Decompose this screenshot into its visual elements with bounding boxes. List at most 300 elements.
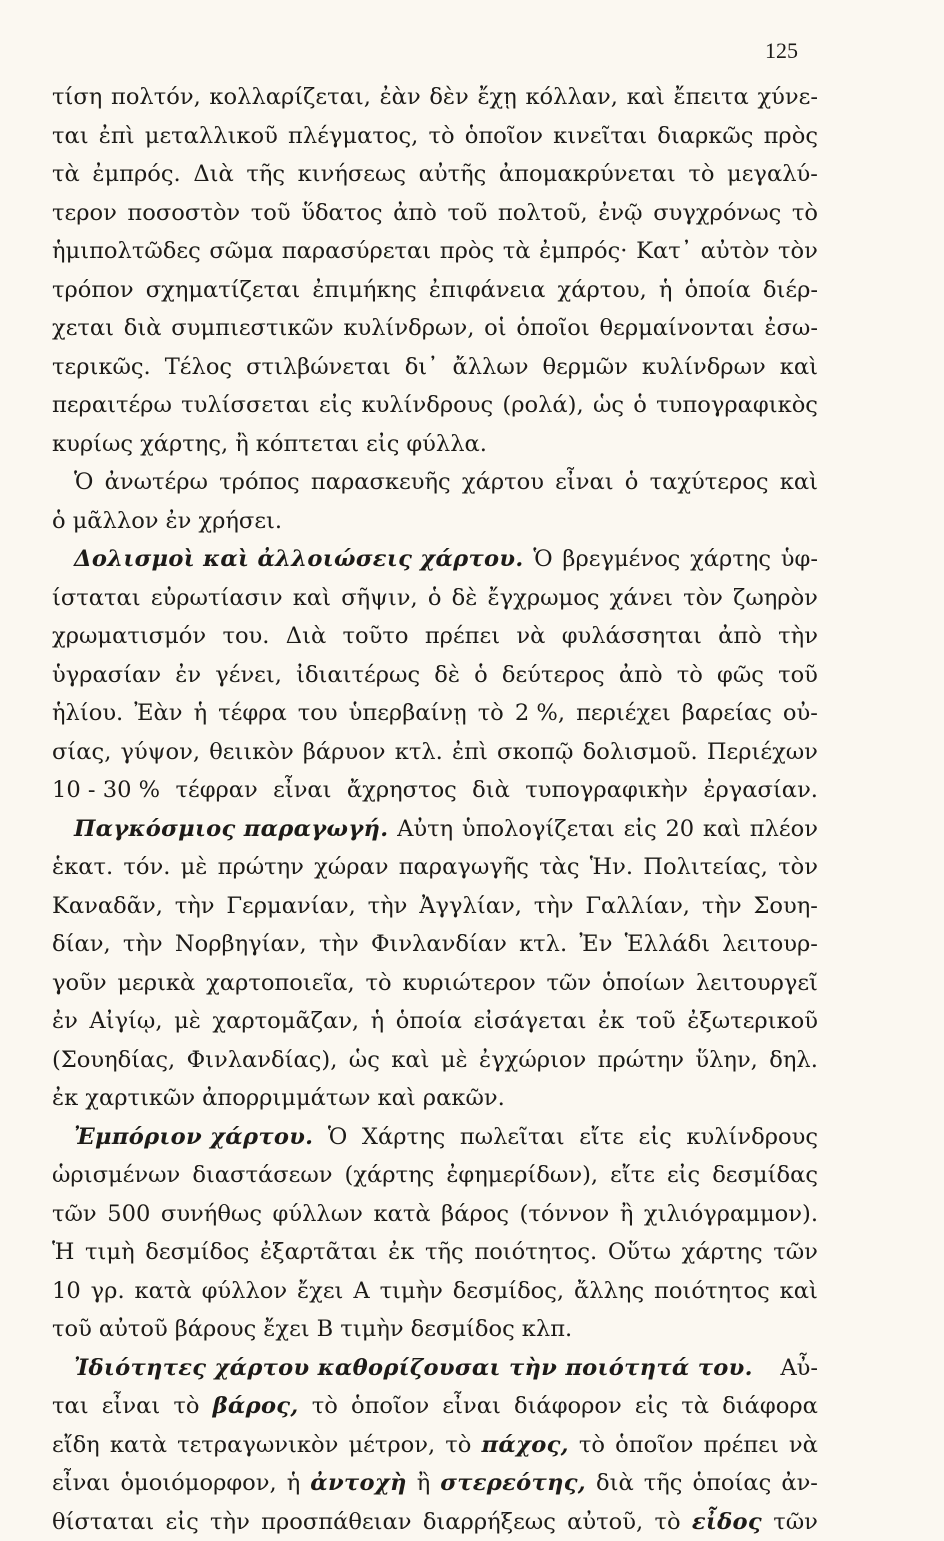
word: Δολισμοὶ καὶ ἀλλοιώσεις χάρτου.: [74, 540, 523, 579]
word: ὑφ-: [781, 540, 818, 579]
word: τὸν: [778, 232, 818, 271]
word: δεσμίδος: [145, 1233, 249, 1272]
word: κυριώτερον: [402, 964, 535, 1003]
text-line: [52, 1426, 818, 1465]
word: ἀν-: [781, 1464, 818, 1503]
word: Γερμανίαν,: [226, 887, 355, 926]
word: ρακῶν.: [423, 1079, 505, 1118]
text-line: [52, 1195, 818, 1234]
word: τὸ: [677, 656, 703, 695]
word: τῆς: [246, 155, 285, 194]
word: χώραν: [314, 848, 388, 887]
word: δεσμίδας: [712, 1156, 818, 1195]
word: πρέπει: [425, 617, 500, 656]
word: Αὐτη: [397, 810, 453, 849]
word: ἢ: [417, 1464, 431, 1503]
word: πρὸς: [764, 117, 818, 156]
text-line: [52, 771, 818, 810]
word: ἔχει: [297, 1272, 343, 1311]
word: ποσοστὸν: [127, 194, 240, 233]
body-text: [52, 78, 818, 1541]
word: Πολιτείας,: [643, 848, 768, 887]
word: κατὰ: [373, 1195, 430, 1234]
word: μὲ: [441, 1041, 468, 1080]
word: κινήσεως: [298, 155, 406, 194]
word: πάχος,: [482, 1426, 569, 1465]
word: τῆς: [425, 1233, 464, 1272]
word: τυπογραφικὸς: [656, 386, 818, 425]
word: ἡ: [659, 271, 673, 310]
word: Τέλος: [165, 348, 232, 387]
word: καὶ: [391, 1041, 429, 1080]
word: συνήθως: [161, 1195, 262, 1234]
word: του.: [222, 617, 269, 656]
text-line: [52, 1156, 818, 1195]
word: συμπιεστικῶν: [171, 309, 333, 348]
word: μᾶλλον: [73, 502, 159, 541]
word: ἐμπρός·: [539, 232, 627, 271]
word: μεγαλύ-: [727, 155, 818, 194]
word: Αὖ-: [780, 1349, 818, 1388]
word: διαρρήξεως: [423, 1503, 556, 1541]
word: ται: [52, 1387, 89, 1426]
word: ἑκατ.: [52, 848, 113, 887]
text-line: [52, 925, 818, 964]
word: τὴν: [534, 887, 574, 926]
word: δεύτερος: [502, 656, 605, 695]
word: τὴν: [123, 925, 163, 964]
text-line: [52, 579, 818, 618]
text-line: [52, 848, 818, 887]
word: γρ.: [91, 1272, 125, 1311]
word: ἡλίου.: [52, 694, 123, 733]
word: πολτοῦ,: [498, 194, 588, 233]
word: δι᾽: [405, 348, 439, 387]
word: θειικὸν: [209, 733, 293, 772]
word: Οὕτω: [608, 1233, 671, 1272]
word: λειτουρ-: [722, 925, 818, 964]
word: ἐκ: [52, 1079, 78, 1118]
word: τὸ: [445, 1426, 471, 1465]
word: τοῦ: [778, 656, 818, 695]
word: διέρ-: [763, 271, 818, 310]
text-line: [52, 1272, 818, 1311]
word: καὶ: [780, 1272, 818, 1311]
word: εἴδη: [52, 1426, 100, 1465]
word: τὴν: [368, 887, 408, 926]
word: ἐκ: [388, 1233, 414, 1272]
word: τὰς: [539, 848, 579, 887]
word: εἰς: [639, 1118, 672, 1157]
word: τὰ: [681, 1387, 709, 1426]
word: ἐσω-: [764, 309, 818, 348]
word: κατὰ: [135, 1272, 192, 1311]
word: κόπτεται: [256, 425, 359, 464]
word: λειτουργεῖ: [696, 964, 818, 1003]
word: θερμῶν: [543, 348, 628, 387]
word: παρασκευῆς: [311, 463, 451, 502]
word: εἴτε: [579, 1118, 624, 1157]
word: κυλίνδρων,: [343, 309, 474, 348]
word: κυρίως: [52, 425, 133, 464]
word: βάρος,: [213, 1387, 299, 1426]
word: ἐνῷ: [598, 194, 642, 233]
word: παραγωγῆς: [399, 848, 529, 887]
word: καὶ: [378, 1079, 416, 1118]
text-line: [52, 463, 818, 502]
word: πλέον: [750, 810, 818, 849]
word: (Σουηδίας,: [52, 1041, 175, 1080]
word: ἡμιπολτῶδες: [52, 232, 201, 271]
word: τὸ: [792, 194, 818, 233]
word: τὰ: [52, 155, 80, 194]
word: κυλίνδρους: [686, 1118, 818, 1157]
word: οὐ-: [783, 694, 818, 733]
word: εἶναι: [102, 1387, 160, 1426]
word: τὸ: [579, 1426, 605, 1465]
text-line: [52, 617, 818, 656]
word: τὴν: [175, 887, 215, 926]
word: 500: [107, 1195, 150, 1234]
word: ὁποία: [396, 1002, 462, 1041]
word: τὴν: [702, 887, 742, 926]
word: Ἑλλάδι: [625, 925, 710, 964]
word: Αἰγίῳ,: [89, 1002, 162, 1041]
word: θερμαίνονται: [600, 309, 755, 348]
word: Ἐμπόριον χάρτου.: [74, 1118, 313, 1157]
word: τυπογραφικὴν: [525, 771, 688, 810]
word: ἀπομακρύνεται: [499, 155, 676, 194]
word: ἀνωτέρω: [105, 463, 208, 502]
word: Καναδᾶν,: [52, 887, 163, 926]
word: εἶναι: [52, 1464, 110, 1503]
word: τιμὴ: [85, 1233, 135, 1272]
word: χάνει: [610, 579, 673, 618]
word: ὑγρασίαν: [52, 656, 161, 695]
text-line: [52, 1310, 818, 1349]
word: ἔχῃ: [477, 78, 516, 117]
word: δὲ: [434, 656, 460, 695]
word: εἰς: [624, 810, 657, 849]
word: κτλ.: [395, 733, 443, 772]
word: αὐτοῦ: [99, 1310, 168, 1349]
word: πρέπει: [704, 1426, 779, 1465]
text-line: [52, 733, 818, 772]
word: ἰδιαιτέρως: [296, 656, 420, 695]
word: κατὰ: [110, 1426, 167, 1465]
text-line: [52, 1002, 818, 1041]
word: χρήσει.: [198, 502, 282, 541]
word: εἰς: [366, 425, 399, 464]
word: κινεῖται: [553, 117, 647, 156]
word: ὕλην,: [695, 1041, 758, 1080]
word: πρὸς: [440, 232, 494, 271]
text-line: [52, 964, 818, 1003]
word: τρόπος: [219, 463, 300, 502]
word: γοῦν: [52, 964, 107, 1003]
word: διάφορα: [722, 1387, 818, 1426]
word: δεσμίδος,: [453, 1272, 564, 1311]
word: Ἀγγλίαν,: [419, 887, 522, 926]
text-line: [52, 540, 818, 579]
word: τὸ: [312, 1387, 338, 1426]
word: Ἰδιότητες χάρτου καθορίζουσαι τὴν ποιότητά του.: [74, 1349, 753, 1388]
word: τὴν: [210, 1503, 250, 1541]
word: Ὁ: [328, 1118, 347, 1157]
word: τοῦ: [447, 194, 487, 233]
text-line: [52, 425, 818, 464]
word: μέτρον,: [348, 1426, 435, 1465]
word: ποιότητος: [654, 1272, 770, 1311]
word: ὁ: [474, 656, 488, 695]
word: τῆς: [644, 1464, 683, 1503]
word: τοῦ: [636, 1002, 676, 1041]
word: κυλίνδρους: [361, 386, 493, 425]
text-line: [52, 348, 818, 387]
word: ἄλλης: [574, 1272, 644, 1311]
word: εἶναι: [273, 771, 331, 810]
word: βαρείας: [682, 694, 772, 733]
word: προσπάθειαν: [261, 1503, 411, 1541]
word: ὁ: [52, 502, 66, 541]
word: διάφορον: [514, 1387, 622, 1426]
word: δηλ.: [769, 1041, 818, 1080]
word: τῶν: [773, 1503, 818, 1541]
word: τὸ: [366, 964, 392, 1003]
word: τίση: [52, 78, 102, 117]
word: δὲ: [452, 579, 478, 618]
word: σίας,: [52, 733, 111, 772]
word: σκοπῷ: [497, 733, 573, 772]
word: γύψον,: [121, 733, 200, 772]
word: ται: [52, 117, 89, 156]
word: τὸ: [688, 155, 714, 194]
word: φῶς: [717, 656, 764, 695]
word: τέφραν: [175, 771, 257, 810]
text-line: [52, 1387, 818, 1426]
word: χύνε-: [757, 78, 818, 117]
word: τὸ: [478, 694, 504, 733]
text-line: [52, 271, 818, 310]
word: τὸν: [778, 848, 818, 887]
word: ὡρισμένων: [52, 1156, 180, 1195]
word: ἐκ: [598, 1002, 624, 1041]
word: τρόπον: [52, 271, 134, 310]
word: Ἐν: [579, 925, 612, 964]
word: παρασύρεται: [282, 232, 431, 271]
word: ὁ: [428, 579, 442, 618]
word: διὰ: [596, 1464, 634, 1503]
word: τέφρα: [218, 694, 287, 733]
word: ποιότητος.: [474, 1233, 597, 1272]
text-line: [52, 1464, 818, 1503]
word: βάρος: [441, 1195, 509, 1234]
word: ἐφημερίδων),: [446, 1156, 598, 1195]
word: ἄλλων: [452, 348, 528, 387]
word: μὲ: [174, 1002, 201, 1041]
word: αὐτῆς: [419, 155, 487, 194]
word: πολτόν,: [111, 78, 201, 117]
word: οἱ: [484, 309, 506, 348]
word: κολλαρίζεται,: [209, 78, 371, 117]
word: βάρους: [175, 1310, 257, 1349]
page-number: 125: [765, 38, 798, 64]
word: ἐπὶ: [452, 733, 488, 772]
text-line: [52, 155, 818, 194]
word: ὁποίας: [692, 1464, 771, 1503]
word: Φινλανδίας),: [187, 1041, 338, 1080]
text-line: [52, 1041, 818, 1080]
word: Περιέχων: [707, 733, 818, 772]
word: Β: [317, 1310, 334, 1349]
word: ἀπορριμμάτων: [202, 1079, 370, 1118]
word: χιλιόγραμμον).: [644, 1195, 818, 1234]
text-line: [52, 386, 818, 425]
word: φυλάσσηται: [562, 617, 702, 656]
word: ἐξωτερικοῦ: [687, 1002, 818, 1041]
word: τὰ: [503, 232, 531, 271]
word: ἡ: [287, 1464, 301, 1503]
word: ἀπὸ: [718, 617, 762, 656]
word: σῶμα: [209, 232, 273, 271]
word: στερεότης,: [440, 1464, 586, 1503]
word: ὑπολογίζεται: [462, 810, 615, 849]
word: φύλλον: [202, 1272, 288, 1311]
text-line: [52, 232, 818, 271]
word: δίαν,: [52, 925, 111, 964]
word: ἐμπρός.: [92, 155, 180, 194]
word: Διὰ: [193, 155, 233, 194]
word: 10 - 30 %: [52, 771, 160, 810]
word: νὰ: [789, 1426, 818, 1465]
word: ἡ: [194, 694, 208, 733]
word: σχηματίζεται: [146, 271, 301, 310]
word: ίσταται: [52, 579, 141, 618]
word: ὡς: [349, 1041, 380, 1080]
word: ἐπὶ: [99, 117, 135, 156]
word: ὑπερβαίνῃ: [349, 694, 467, 733]
word: ὁποῖοι: [516, 309, 589, 348]
word: κόλλαν,: [525, 78, 618, 117]
word: ὡς: [593, 386, 624, 425]
word: πωλεῖται: [460, 1118, 565, 1157]
word: Ὁ: [533, 540, 552, 579]
word: ἔγχρωμος: [488, 579, 600, 618]
word: ἐπιφάνεια: [429, 271, 545, 310]
word: 20: [665, 810, 694, 849]
word: αὐτοῦ,: [567, 1503, 643, 1541]
text-line: [52, 1349, 818, 1388]
word: Νορβηγίαν,: [175, 925, 307, 964]
word: εἶδος: [692, 1503, 762, 1541]
word: χαρτομᾶζαν,: [212, 1002, 359, 1041]
word: μερικὰ: [117, 964, 195, 1003]
word: πρώτην: [598, 1041, 684, 1080]
word: τυλίσσεται: [181, 386, 310, 425]
word: καὶ: [780, 463, 818, 502]
word: βρεγμένος: [562, 540, 680, 579]
word: τερον: [52, 194, 117, 233]
word: Φινλανδίαν: [371, 925, 507, 964]
word: εἰς: [319, 386, 352, 425]
word: κτλ.: [519, 925, 567, 964]
word: χάρτης,: [140, 425, 228, 464]
word: τιμὴν: [380, 1272, 443, 1311]
word: ἔπειτα: [674, 78, 749, 117]
word: εἶναι: [442, 1387, 500, 1426]
text-line: [52, 694, 818, 733]
word: διαστάσεων: [192, 1156, 332, 1195]
word: αὐτὸν: [701, 232, 770, 271]
word: ἀπὸ: [619, 656, 663, 695]
word: Διὰ: [286, 617, 326, 656]
word: δολισμοῦ.: [583, 733, 698, 772]
word: τὴν: [778, 617, 818, 656]
word: Ὁ: [74, 463, 93, 502]
word: εἴτε: [610, 1156, 655, 1195]
word: μεταλλικοῦ: [145, 117, 278, 156]
word: τερικῶς.: [52, 348, 151, 387]
word: χεται: [52, 309, 114, 348]
text-line: [52, 887, 818, 926]
word: χαρτοποιεῖα,: [206, 964, 355, 1003]
word: καὶ: [627, 78, 665, 117]
word: τῶν: [547, 964, 592, 1003]
word: ἀντοχὴ: [310, 1464, 406, 1503]
word: ταχύτερος: [650, 463, 769, 502]
word: φύλλων: [273, 1195, 363, 1234]
word: γένει,: [215, 656, 282, 695]
word: χάρτου,: [558, 271, 647, 310]
word: τοῦτο: [343, 617, 409, 656]
word: του: [298, 694, 338, 733]
word: ὁποῖον: [465, 117, 543, 156]
word: Χάρτης: [362, 1118, 445, 1157]
word: χάρτης: [682, 1233, 763, 1272]
text-line: [52, 1118, 818, 1157]
word: Ἡ: [52, 1233, 74, 1272]
word: χάρτου: [462, 463, 544, 502]
word: δὲν: [429, 78, 468, 117]
word: ἐν: [52, 1002, 78, 1041]
word: εὐρωτίασιν: [151, 579, 283, 618]
word: θίσταται: [52, 1503, 154, 1541]
word: ὁποῖον: [615, 1426, 693, 1465]
word: ἄχρηστος: [347, 771, 457, 810]
text-line: [52, 1079, 818, 1118]
word: ὁποῖον: [351, 1387, 429, 1426]
word: ἡ: [371, 1002, 385, 1041]
word: διαρκῶς: [657, 117, 753, 156]
word: ἢ: [620, 1195, 634, 1234]
word: εἶναι: [555, 463, 613, 502]
word: ὁ: [625, 463, 639, 502]
word: μὲ: [181, 848, 208, 887]
word: ὁ: [633, 386, 647, 425]
word: Ἐὰν: [134, 694, 182, 733]
word: τὸ: [654, 1503, 680, 1541]
word: ὕδατος: [301, 194, 382, 233]
word: (ρολά),: [502, 386, 583, 425]
word: (τόννον: [520, 1195, 610, 1234]
word: εἰς: [635, 1387, 668, 1426]
word: τὸν: [683, 579, 723, 618]
word: καὶ: [780, 348, 818, 387]
word: ἐν: [175, 656, 201, 695]
word: διὰ: [472, 771, 510, 810]
word: τὸ: [428, 117, 454, 156]
word: στιλβώνεται: [246, 348, 391, 387]
